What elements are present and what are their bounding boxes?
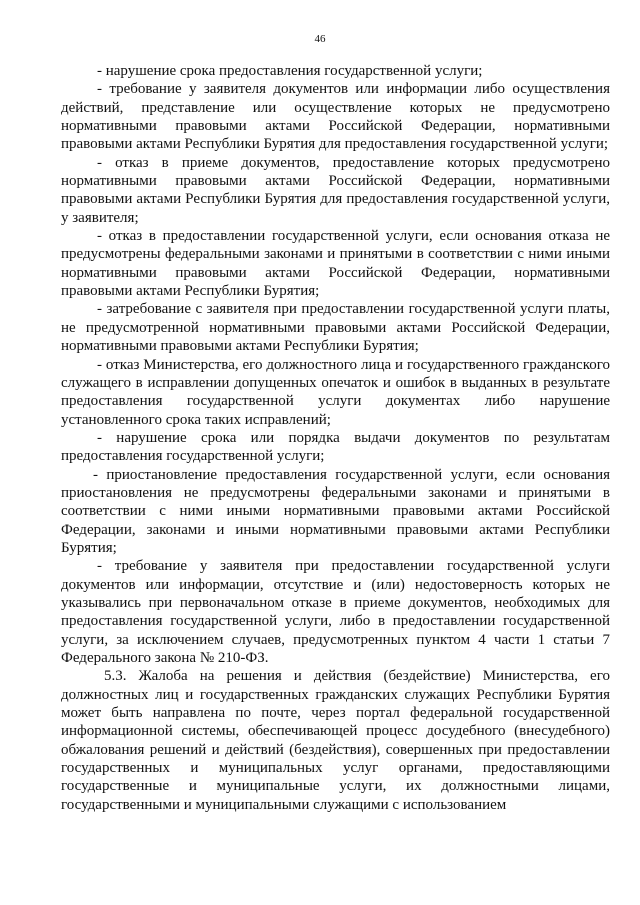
paragraph-complaint-section-5-3: 5.3. Жалоба на решения и действия (бездействие) Министерства, его должностных лиц и государственных гражданских служащих Республики Бурятия может быть направлена по почте, через портал федеральной государственной информационной системы, обеспечивающей процесс досудебного (внесудебного) обжалования решений и действий (бездействия), совершенных при предоставлении государственных и муниципальных услуг органами, предоставляющими государственные и муниципальные услуги, их должностными лицами, государственными и муниципальными служащими с использованием [61,668,610,813]
paragraph-issuance-violation: - нарушение срока или порядка выдачи документов по результатам предоставления государственной услуги; [61,429,610,465]
document-body [61,62,610,814]
paragraph-unlisted-documents: - требование у заявителя при предоставлении государственной услуги документов или информации, отсутствие и (или) недостоверность которых не указывались при первоначальном отказе в приеме документов, необходимых для предоставления государственной услуги, либо в предоставлении государственной услуги, за исключением случаев, предусмотренных пунктом 4 части 1 статьи 7 Федерального закона № 210-ФЗ. [61,558,610,666]
paragraph-fee-demand: - затребование с заявителя при предоставлении государственной услуги платы, не предусмотренной нормативными правовыми актами Российской Федерации, нормативными правовыми актами Республики Бурятия; [61,301,610,355]
paragraph-refusal-to-correct: - отказ Министерства, его должностного лица и государственного гражданского служащего в исправлении допущенных опечаток и ошибок в выданных в результате предоставления государственной услуги документах либо нарушение установленного срока таких исправлений; [61,356,610,428]
page-number: 46 [314,33,326,45]
paragraph-document-requirement: - требование у заявителя документов или информации либо осуществления действий, представление или осуществление которых не предусмотрено нормативными правовыми актами Российской Федерации, нормативными правовыми актами Республики Бурятия для предоставления государственной услуги; [61,81,610,153]
paragraph-refusal-to-accept: - отказ в приеме документов, предоставление которых предусмотрено нормативными правовыми актами Российской Федерации, нормативными правовыми актами Республики Бурятия для предоставления государственной услуги, у заявителя; [61,154,610,226]
paragraph-suspension: - приостановление предоставления государственной услуги, если основания приостановления не предусмотрены федеральными законами и принятыми в соответствии с ними иными нормативными правовыми актами Российской Федерации, законами и иными нормативными правовыми актами Республики Бурятия; [61,466,610,556]
paragraph-violation-of-term: - нарушение срока предоставления государственной услуги; [97,63,483,79]
paragraph-refusal-of-service: - отказ в предоставлении государственной услуги, если основания отказа не предусмотрены федеральными законами и принятыми в соответствии с ними иными нормативными правовыми актами Российской Федерации, нормативными правовыми актами Республики Бурятия; [61,228,610,300]
